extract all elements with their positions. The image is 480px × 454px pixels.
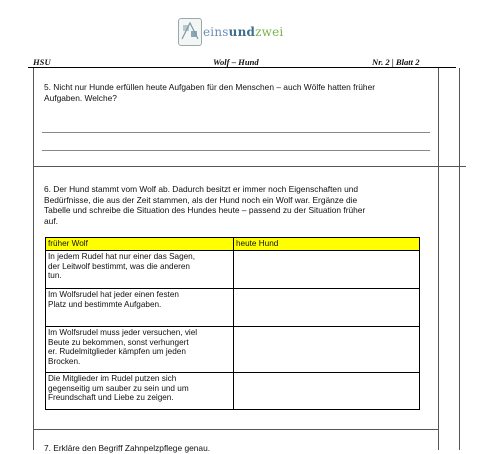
cell-line: In jedem Rudel hat nur einer das Sagen, xyxy=(48,251,196,261)
table-row xyxy=(46,250,420,288)
cell-line: Platz und bestimmte Aufgaben. xyxy=(48,299,162,309)
header-rule xyxy=(28,67,456,68)
header-sheet-number: Nr. 2 | Blatt 2 xyxy=(372,57,420,67)
section-divider xyxy=(33,429,439,430)
cell-line: Die Mitglieder im Rudel putzen sich xyxy=(48,373,177,383)
frame-right-line xyxy=(438,68,439,450)
question-5-text xyxy=(44,82,375,103)
frame-left-line xyxy=(33,68,34,450)
logo xyxy=(178,18,298,48)
cell-line: Beute zu bekommen, sonst verhungert xyxy=(48,337,189,347)
dog-answer-cell[interactable] xyxy=(234,288,420,326)
table-row xyxy=(46,326,420,372)
logo-icon xyxy=(178,18,202,46)
column-header-wolf: früher Wolf xyxy=(46,238,234,251)
frame-outer-line xyxy=(459,68,460,450)
dog-answer-cell[interactable] xyxy=(234,326,420,372)
cell-line: gegenseitig um sauber zu sein und um xyxy=(48,383,189,393)
table-header-row xyxy=(46,238,420,251)
dog-answer-cell[interactable] xyxy=(234,372,420,409)
question-5-line: 5. Nicht nur Hunde erfüllen heute Aufgaben für den Menschen – auch Wölfe hatten früher xyxy=(44,82,376,92)
cell-line: Im Wolfsrudel muss jeder versuchen, viel xyxy=(48,327,198,337)
wolf-situation-cell xyxy=(46,288,234,326)
answer-line xyxy=(42,132,430,133)
table-row xyxy=(46,372,420,409)
question-5-line: Aufgaben. Welche? xyxy=(44,92,117,103)
question-6-line: auf. xyxy=(44,215,58,226)
dog-answer-cell[interactable] xyxy=(234,250,420,288)
cell-line: Brocken. xyxy=(48,357,81,367)
question-7-text: 7. Erkläre den Begriff Zahnpelzpflege genau. xyxy=(44,443,211,453)
answer-line xyxy=(42,150,430,151)
wolf-situation-cell xyxy=(46,372,234,409)
wolf-situation-cell xyxy=(46,326,234,372)
cell-line: Im Wolfsrudel hat jeder einen festen xyxy=(48,289,179,299)
cell-line: Freundschaft und Liebe zu zeigen. xyxy=(48,393,174,403)
wolf-situation-cell xyxy=(46,250,234,288)
column-header-dog: heute Hund xyxy=(234,238,420,251)
question-6-line: Bedürfnisse, die aus der Zeit stammen, als der Hund noch ein Wolf war. Ergänze die xyxy=(44,194,358,205)
comparison-table xyxy=(45,237,420,410)
section-divider xyxy=(33,166,466,167)
logo-text-part: eins xyxy=(203,25,229,39)
question-6-text xyxy=(44,184,365,226)
question-6-line: 6. Der Hund stammt vom Wolf ab. Dadurch besitzt er immer noch Eigenschaften und xyxy=(44,184,359,194)
header-topic: Wolf – Hund xyxy=(213,57,259,67)
header-subject: HSU xyxy=(33,57,51,67)
logo-text xyxy=(203,25,283,39)
logo-text-part: zwei xyxy=(255,25,284,39)
cell-line: tun. xyxy=(48,271,62,281)
cell-line: der Leitwolf bestimmt, was die anderen xyxy=(48,261,190,271)
cell-line: er. Rudelmitglieder kämpfen um jeden xyxy=(48,347,186,357)
logo-text-part: und xyxy=(228,25,256,39)
table-row xyxy=(46,288,420,326)
question-6-line: Tabelle und schreibe die Situation des Hundes heute – passend zu der Situation früher xyxy=(44,205,366,216)
